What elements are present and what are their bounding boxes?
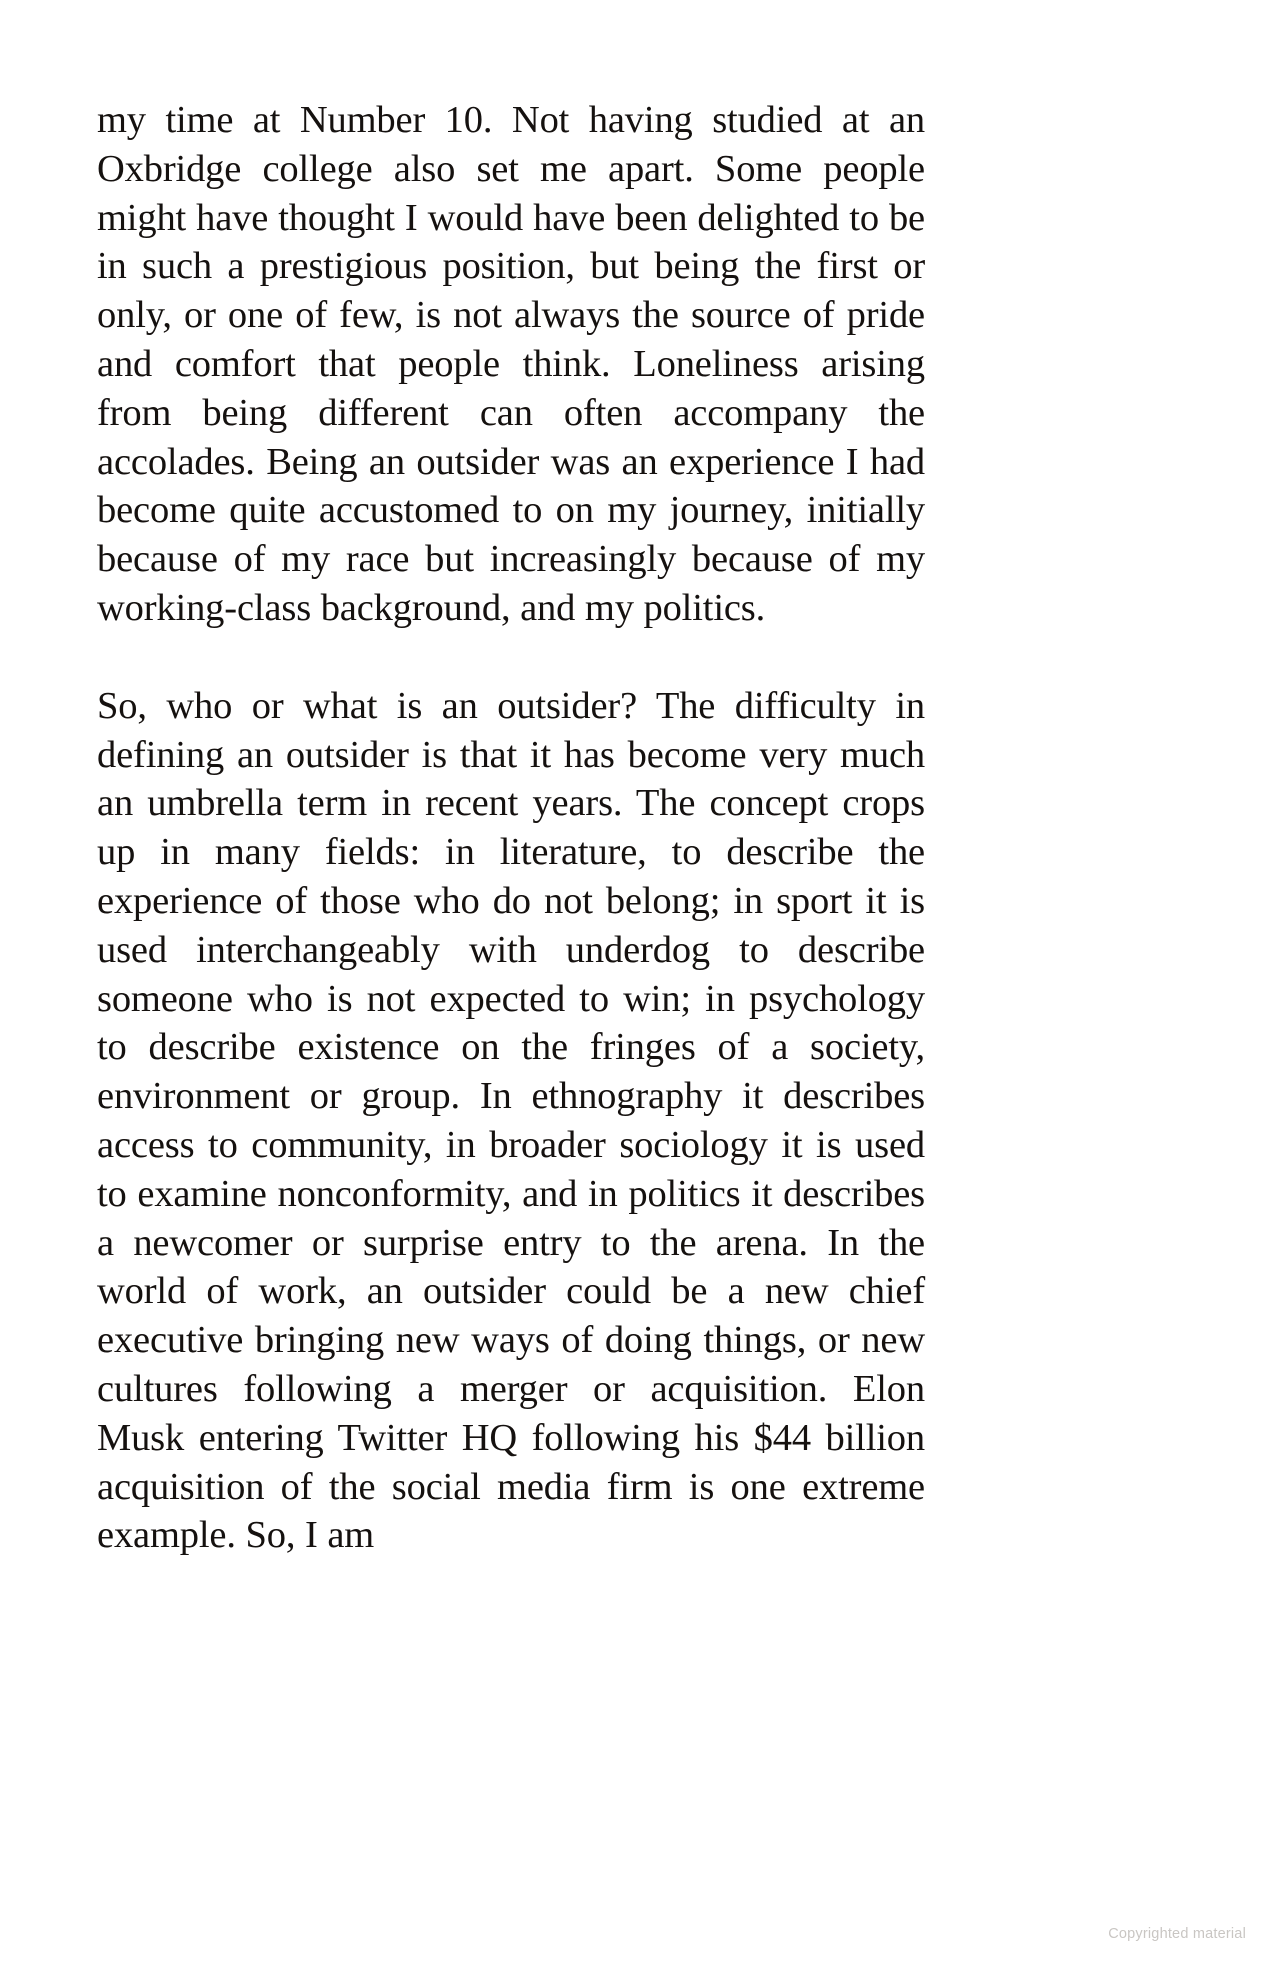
body-paragraph-1: my time at Number 10. Not having studied at an Oxbridge college also set me apart. Some people might have thought I would have been delighted to be in such a prestigious position, but being the first or only, or one of few, is not always the source of pride and comfort that people think. Loneliness arising from being different can often accompany the accolades. Being an outsider was an experience I had become quite accustomed to on my journey, initially because of my race but increasingly because of my working-class background, and my politics. xyxy=(97,99,925,629)
body-text-column xyxy=(97,96,925,1560)
body-paragraph-2: So, who or what is an outsider? The difficulty in defining an outsider is that it has become very much an umbrella term in recent years. The concept crops up in many fields: in literature, to describe the experience of those who do not belong; in sport it is used interchangeably with underdog to describe someone who is not expected to win; in psychology to describe existence on the fringes of a society, environment or group. In ethnography it describes access to community, in broader sociology it is used to examine nonconformity, and in politics it describes a newcomer or surprise entry to the arena. In the world of work, an outsider could be a new chief executive bringing new ways of doing things, or new cultures following a merger or acquisition. Elon Musk entering Twitter HQ following his $44 billion acquisition of the social media firm is one extreme example. So, I am xyxy=(97,684,925,1557)
copyright-watermark: Copyrighted material xyxy=(1108,1926,1246,1942)
